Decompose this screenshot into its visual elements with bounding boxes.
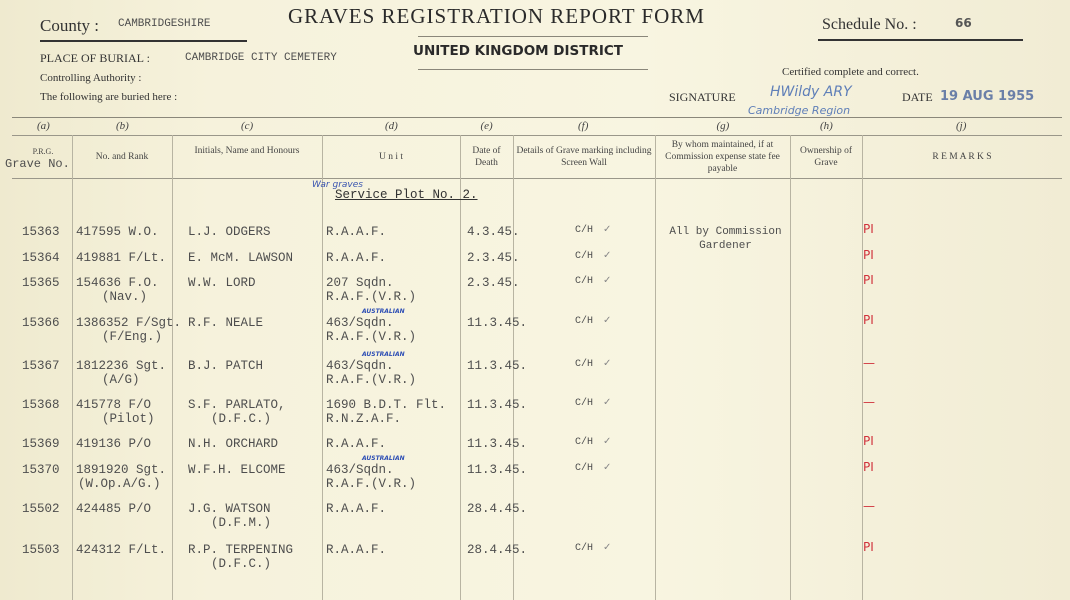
grave-number: 15503 <box>22 543 60 557</box>
date-of-death: 2.3.45. <box>467 276 520 290</box>
check-mark-icon: ✓ <box>603 275 612 286</box>
column-header-grave-no: Grave No. <box>5 157 70 171</box>
remark: — <box>863 395 875 409</box>
date-label: DATE <box>902 90 933 104</box>
name: R.P. TERPENING <box>188 543 294 557</box>
column-header: R E M A R K S <box>932 152 992 162</box>
column-divider <box>790 135 791 600</box>
following-label: The following are buried here : <box>40 91 178 103</box>
name: J.G. WATSON <box>188 502 271 516</box>
unit-annotation: AUSTRALIAN <box>362 455 405 462</box>
date-of-death: 2.3.45. <box>467 251 520 265</box>
remark: PI <box>863 222 874 236</box>
name: E. McM. LAWSON <box>188 251 294 265</box>
column-header: Initials, Name and Honours <box>194 146 300 156</box>
column-divider <box>322 135 323 600</box>
honours: (D.F.M.) <box>211 516 272 530</box>
service-number-rank: 415778 F/O <box>76 398 152 412</box>
unit-annotation: AUSTRALIAN <box>362 351 405 358</box>
unit: R.A.A.F. <box>326 543 387 557</box>
date-of-death: 11.3.45. <box>467 437 528 451</box>
grave-marking: C/H <box>575 359 594 370</box>
column-letter: (d) <box>385 120 398 132</box>
grave-marking: C/H <box>575 316 594 327</box>
service-number-rank: 419881 F/Lt. <box>76 251 167 265</box>
column-header: P.R.G. <box>32 147 54 156</box>
unit: R.A.A.F. <box>326 437 387 451</box>
column-divider <box>655 135 656 600</box>
date-of-death: 11.3.45. <box>467 316 528 330</box>
check-mark-icon: ✓ <box>603 436 612 447</box>
column-header: By whom maintained, if at Commission expense state fee payable <box>665 140 780 174</box>
remark: PI <box>863 540 874 554</box>
honours: (D.F.C.) <box>211 412 272 426</box>
burial-place: CAMBRIDGE CITY CEMETERY <box>185 52 337 64</box>
certified-text: Certified complete and correct. <box>782 66 919 78</box>
rank-detail: (Pilot) <box>102 412 155 426</box>
date-of-death: 11.3.45. <box>467 398 528 412</box>
signature-label: SIGNATURE <box>669 90 736 104</box>
date-of-death: 28.4.45. <box>467 543 528 557</box>
check-mark-icon: ✓ <box>603 462 612 473</box>
unit: 463/Sqdn. <box>326 359 394 373</box>
grave-number: 15370 <box>22 463 60 477</box>
service-number-rank: 154636 F.O. <box>76 276 159 290</box>
remark: PI <box>863 313 874 327</box>
remark: — <box>863 356 875 370</box>
grave-number: 15369 <box>22 437 60 451</box>
schedule-label: Schedule No. : <box>822 16 917 33</box>
service-number-rank: 424312 F/Lt. <box>76 543 167 557</box>
section-note: War graves <box>312 180 363 190</box>
name: L.J. ODGERS <box>188 225 271 239</box>
unit: R.A.A.F. <box>326 225 387 239</box>
name: S.F. PARLATO, <box>188 398 286 412</box>
date-of-death: 28.4.45. <box>467 502 528 516</box>
date-of-death: 11.3.45. <box>467 359 528 373</box>
grave-marking: C/H <box>575 437 594 448</box>
remark: — <box>863 499 875 513</box>
authority-label: Controlling Authority : <box>40 72 142 84</box>
service-number-rank: 417595 W.O. <box>76 225 159 239</box>
certified-date: 19 AUG 1955 <box>940 89 1035 104</box>
name: N.H. ORCHARD <box>188 437 279 451</box>
rank-detail: (A/G) <box>102 373 140 387</box>
rank-detail: (F/Eng.) <box>102 330 163 344</box>
name: R.F. NEALE <box>188 316 264 330</box>
remark: PI <box>863 460 874 474</box>
check-mark-icon: ✓ <box>603 542 612 553</box>
grave-marking: C/H <box>575 543 594 554</box>
column-header: Ownership of Grave <box>800 146 852 168</box>
honours: (D.F.C.) <box>211 557 272 571</box>
county-value: CAMBRIDGESHIRE <box>118 18 211 30</box>
unit-annotation: AUSTRALIAN <box>362 308 405 315</box>
grave-marking: C/H <box>575 398 594 409</box>
name: W.W. LORD <box>188 276 256 290</box>
column-header: No. and Rank <box>95 152 149 162</box>
unit-detail: R.A.F.(V.R.) <box>326 290 417 304</box>
grave-marking: C/H <box>575 225 594 236</box>
grave-number: 15364 <box>22 251 60 265</box>
county-label: County : <box>40 16 100 35</box>
service-number-rank: 1891920 Sgt. <box>76 463 167 477</box>
unit: 463/Sqdn. <box>326 463 394 477</box>
grave-marking: C/H <box>575 463 594 474</box>
grave-marking: C/H <box>575 251 594 262</box>
check-mark-icon: ✓ <box>603 358 612 369</box>
service-number-rank: 424485 P/O <box>76 502 152 516</box>
unit: R.A.A.F. <box>326 251 387 265</box>
remark: PI <box>863 273 874 287</box>
column-divider <box>172 135 173 600</box>
district-title: UNITED KINGDOM DISTRICT <box>413 43 623 59</box>
check-mark-icon: ✓ <box>603 224 612 235</box>
column-letter: (c) <box>241 120 254 132</box>
name: W.F.H. ELCOME <box>188 463 286 477</box>
service-number-rank: 419136 P/O <box>76 437 152 451</box>
unit-detail: R.N.Z.A.F. <box>326 412 402 426</box>
column-divider <box>460 135 461 600</box>
date-of-death: 4.3.45. <box>467 225 520 239</box>
unit: 1690 B.D.T. Flt. <box>326 398 447 412</box>
column-letter: (g) <box>716 120 730 132</box>
column-letter: (j) <box>956 120 967 132</box>
grave-marking: C/H <box>575 276 594 287</box>
maintained-by: All by Commission Gardener <box>669 226 782 252</box>
column-letter: (h) <box>820 120 833 132</box>
unit: R.A.A.F. <box>326 502 387 516</box>
unit-detail: R.A.F.(V.R.) <box>326 477 417 491</box>
remark: PI <box>863 434 874 448</box>
check-mark-icon: ✓ <box>603 315 612 326</box>
grave-number: 15363 <box>22 225 60 239</box>
signature-line2: Cambridge Region <box>748 104 851 117</box>
rank-detail: (W.Op.A/G.) <box>78 477 161 491</box>
grave-number: 15365 <box>22 276 60 290</box>
schedule-number: 66 <box>955 16 972 30</box>
signature: HWildy ARY <box>770 84 852 100</box>
column-header: U n i t <box>378 152 403 162</box>
unit-detail: R.A.F.(V.R.) <box>326 373 417 387</box>
grave-number: 15502 <box>22 502 60 516</box>
column-header: Details of Grave marking including Screen Wall <box>516 146 652 168</box>
grave-number: 15368 <box>22 398 60 412</box>
name: B.J. PATCH <box>188 359 264 373</box>
check-mark-icon: ✓ <box>603 397 612 408</box>
form-title: GRAVES REGISTRATION REPORT FORM <box>288 4 705 28</box>
rank-detail: (Nav.) <box>102 290 148 304</box>
date-of-death: 11.3.45. <box>467 463 528 477</box>
column-divider <box>72 135 73 600</box>
column-letter: (b) <box>116 120 129 132</box>
burial-label: PLACE OF BURIAL : <box>40 51 150 65</box>
grave-number: 15367 <box>22 359 60 373</box>
service-number-rank: 1386352 F/Sgt. <box>76 316 182 330</box>
check-mark-icon: ✓ <box>603 250 612 261</box>
unit-detail: R.A.F.(V.R.) <box>326 330 417 344</box>
column-letter: (a) <box>37 120 50 132</box>
grave-number: 15366 <box>22 316 60 330</box>
remark: PI <box>863 248 874 262</box>
unit: 207 Sqdn. <box>326 276 394 290</box>
column-header: Date of Death <box>472 146 501 168</box>
column-letter: (e) <box>480 120 493 132</box>
section-title: Service Plot No. 2. <box>335 188 478 202</box>
unit: 463/Sqdn. <box>326 316 394 330</box>
column-letter: (f) <box>578 120 589 132</box>
service-number-rank: 1812236 Sgt. <box>76 359 167 373</box>
